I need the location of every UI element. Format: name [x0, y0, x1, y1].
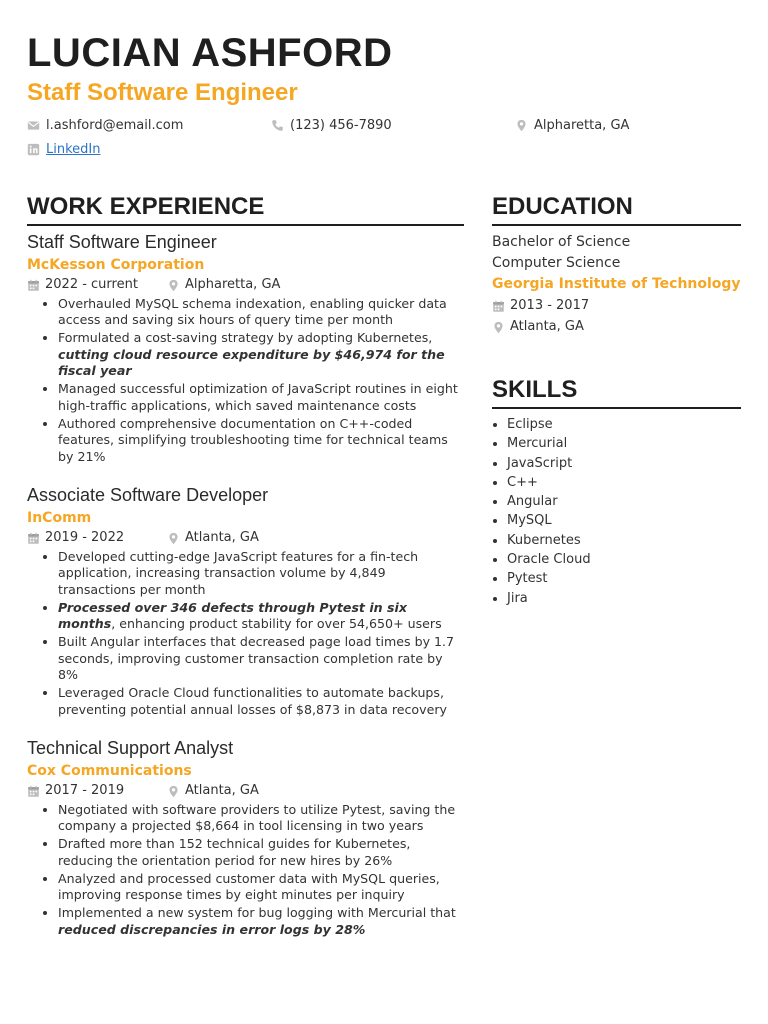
calendar-icon — [492, 300, 505, 313]
job-bullets — [27, 802, 464, 939]
left-column — [27, 192, 464, 938]
skills-heading: SKILLS — [492, 375, 741, 409]
skill-item: • Mercurial — [507, 434, 741, 453]
skill-item: • Angular — [507, 492, 741, 511]
list-item: • Developed cutting-edge JavaScript features for a fin-tech application, increasing transaction volume by 4,849 transactions per month — [58, 549, 464, 599]
job-title: Associate Software Developer — [27, 485, 269, 505]
list-item: • Authored comprehensive documentation on C++-coded features, simplifying troubleshooting time for technical teams by 21% — [58, 416, 464, 466]
list-item: • Overhauled MySQL schema indexation, enabling quicker data access and saving six hours of query time per month — [58, 296, 464, 329]
job-entry — [27, 736, 464, 938]
map-pin-icon — [167, 532, 180, 545]
map-pin-icon — [167, 785, 180, 798]
job-bullets — [27, 549, 464, 719]
skill-item: • Oracle Cloud — [507, 550, 741, 569]
job-meta — [27, 529, 464, 547]
location-text: Alpharetta, GA — [534, 118, 630, 133]
contact-phone[interactable] — [271, 118, 392, 133]
skills-list — [492, 415, 741, 608]
linkedin-link[interactable]: LinkedIn — [46, 142, 101, 157]
skill-item: • Jira — [507, 589, 741, 608]
company-name: InComm — [27, 510, 92, 526]
work-experience-heading: WORK EXPERIENCE — [27, 192, 464, 226]
list-item: • Negotiated with software providers to utilize Pytest, saving the company a projected $8,664 in tool licensing in two years — [58, 802, 464, 835]
job-dates: 2019 - 2022 — [27, 529, 167, 547]
envelope-icon — [27, 119, 40, 132]
right-column — [492, 192, 741, 608]
school-name: Georgia Institute of Technology — [492, 276, 741, 292]
job-location: Atlanta, GA — [167, 782, 259, 800]
list-item: • Processed over 346 defects through Pytest in six months, enhancing product stability for over 54,650+ users — [58, 600, 464, 633]
contact-email[interactable] — [27, 118, 183, 133]
skill-item: • C++ — [507, 473, 741, 492]
education-heading: EDUCATION — [492, 192, 741, 226]
list-item: • Analyzed and processed customer data with MySQL queries, improving response times by eight minutes per inquiry — [58, 871, 464, 904]
calendar-icon — [27, 785, 40, 798]
job-location: Atlanta, GA — [167, 529, 259, 547]
job-meta — [27, 782, 464, 800]
skill-item: • JavaScript — [507, 454, 741, 473]
contact-location — [515, 118, 629, 133]
job-entry — [27, 483, 464, 718]
education-location: Atlanta, GA — [492, 317, 741, 337]
education-entry — [492, 232, 741, 337]
job-meta — [27, 276, 464, 294]
calendar-icon — [27, 532, 40, 545]
job-title: Technical Support Analyst — [27, 738, 234, 758]
resume-header — [27, 30, 747, 168]
list-item: • Drafted more than 152 technical guides for Kubernetes, reducing the orientation period for new hires by 26% — [58, 836, 464, 869]
list-item: • Formulated a cost-saving strategy by adopting Kubernetes, cutting cloud resource expenditure by $46,974 for the fiscal year — [58, 330, 464, 380]
map-pin-icon — [492, 321, 505, 334]
skill-item: • MySQL — [507, 511, 741, 530]
contact-linkedin[interactable] — [27, 142, 100, 157]
list-item: • Leveraged Oracle Cloud functionalities to automate backups, preventing potential annual losses of $8,873 in data recovery — [58, 685, 464, 718]
job-dates: 2017 - 2019 — [27, 782, 167, 800]
list-item: • Managed successful optimization of JavaScript routines in eight high-traffic applications, which saved maintenance costs — [58, 381, 464, 414]
job-bullets — [27, 296, 464, 466]
contact-info — [27, 118, 747, 168]
company-name: Cox Communications — [27, 763, 192, 779]
candidate-title: Staff Software Engineer — [27, 79, 298, 106]
email-text: l.ashford@email.com — [46, 118, 184, 133]
job-entry — [27, 230, 464, 465]
education-dates: 2013 - 2017 — [492, 296, 741, 316]
job-title: Staff Software Engineer — [27, 232, 217, 252]
list-item: • Built Angular interfaces that decreased page load times by 1.7 seconds, improving customer transaction completion rate by 8% — [58, 634, 464, 684]
calendar-icon — [27, 279, 40, 292]
skill-item: • Kubernetes — [507, 531, 741, 550]
degree: Bachelor of Science — [492, 234, 631, 250]
map-pin-icon — [515, 119, 528, 132]
linkedin-icon — [27, 143, 40, 156]
job-location: Alpharetta, GA — [167, 276, 280, 294]
map-pin-icon — [167, 279, 180, 292]
job-dates: 2022 - current — [27, 276, 167, 294]
list-item: • Implemented a new system for bug logging with Mercurial that reduced discrepancies in error logs by 28% — [58, 905, 464, 938]
phone-icon — [271, 119, 284, 132]
field-of-study: Computer Science — [492, 255, 621, 271]
skill-item: • Eclipse — [507, 415, 741, 434]
phone-text: (123) 456-7890 — [290, 118, 392, 133]
candidate-name: LUCIAN ASHFORD — [27, 31, 393, 75]
skill-item: • Pytest — [507, 569, 741, 588]
company-name: McKesson Corporation — [27, 257, 205, 273]
